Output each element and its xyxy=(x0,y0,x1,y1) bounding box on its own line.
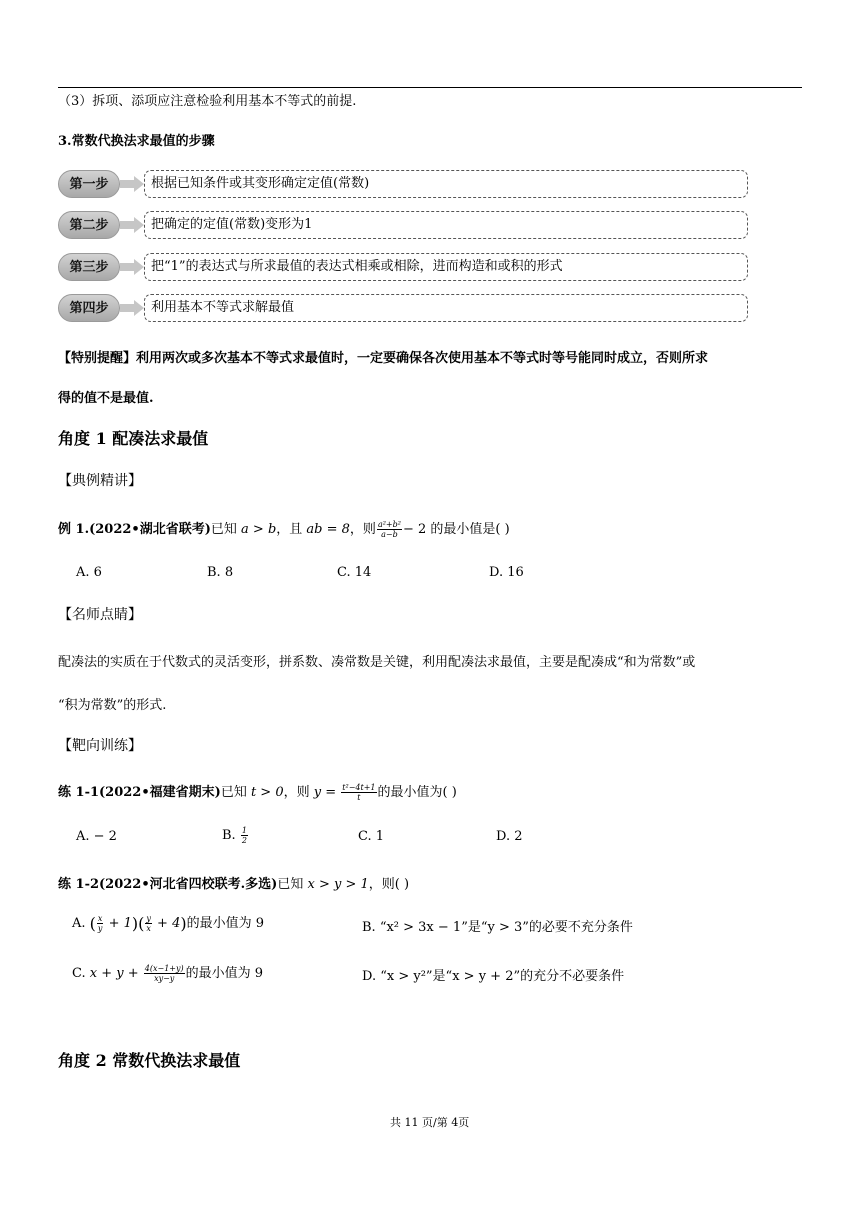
ex11-optb-fraction: $\frac{1}{2}$ xyxy=(241,826,247,845)
special-reminder-line1: 【特别提醒】利用两次或多次基本不等式求最值时，一定要确保各次使用基本不等式时等号能同时成立，否则所求 xyxy=(58,351,709,366)
ex11-prefix: 练 1-1(2022•福建省期末) xyxy=(58,785,221,800)
ex11-option-a: A. − 2 xyxy=(76,829,117,844)
teacher-line2: “积为常数”的形式. xyxy=(58,698,167,713)
ex11-stem: 练 1-1(2022•福建省期末)已知 t > 0，则 y = $\frac{\text{t²−4t+1}}{t}$ 的最小值为( ) xyxy=(58,783,457,802)
example1-option-a: A. 6 xyxy=(76,565,102,580)
header-rule xyxy=(58,87,802,88)
step-3 xyxy=(58,251,758,283)
ex11-option-b: B. $\frac{1}{2}$ xyxy=(222,826,247,845)
step-badge: 第一步 xyxy=(58,170,120,198)
example1-option-b: B. 8 xyxy=(207,565,234,580)
step-2 xyxy=(58,209,758,241)
top-note: （3）拆项、添项应注意检验利用基本不等式的前提. xyxy=(58,94,357,109)
ex12-option-b: B. “x² > 3x − 1”是“y > 3”的必要不充分条件 xyxy=(362,920,633,935)
angle1-title: 角度 1 配凑法求最值 xyxy=(58,429,209,448)
ex12-option-c: C. x + y + $\frac{4(x-1+y)}{xy-y}$ 的最小值为 9 xyxy=(72,964,264,983)
teacher-label: 【名师点睛】 xyxy=(58,607,142,623)
example1-stem: 例 1.(2022•湖北省联考)已知 a > b，且 ab = 8，则 $\frac{\text{a²+b²}}{a-b}$ − 2 的最小值是( ) xyxy=(58,520,510,539)
training-label: 【靶向训练】 xyxy=(58,738,142,754)
example1-option-d: D. 16 xyxy=(489,565,524,580)
step-text: 根据已知条件或其变形确定定值(常数) xyxy=(144,170,748,198)
example1-option-c: C. 14 xyxy=(337,565,372,580)
step-badge: 第四步 xyxy=(58,294,120,322)
angle2-title: 角度 2 常数代换法求最值 xyxy=(58,1051,241,1070)
ex12-option-a: A. ( $\frac{x}{y}$ + 1)( $\frac{y}{x}$ + 4)的最小值为 9 xyxy=(72,914,265,933)
page-footer: 共 11 页/第 4页 xyxy=(390,1116,470,1129)
step-4 xyxy=(58,292,758,324)
special-reminder-line2: 得的值不是最值. xyxy=(58,391,154,406)
typical-example-label: 【典例精讲】 xyxy=(58,473,142,489)
example1-prefix: 例 1.(2022•湖北省联考) xyxy=(58,522,211,537)
step-badge: 第二步 xyxy=(58,211,120,239)
ex12-option-d: D. “x > y²”是“x > y + 2”的充分不必要条件 xyxy=(362,969,625,984)
ex12-optc-fraction: $\frac{4(x-1+y)}{xy-y}$ xyxy=(144,964,184,983)
step-text: 利用基本不等式求解最值 xyxy=(144,294,748,322)
ex11-option-d: D. 2 xyxy=(496,829,523,844)
section3-title: 3.常数代换法求最值的步骤 xyxy=(58,134,215,149)
step-text: 把“1”的表达式与所求最值的表达式相乘或相除，进而构造和或积的形式 xyxy=(144,253,748,281)
step-badge: 第三步 xyxy=(58,253,120,281)
ex12-stem: 练 1-2(2022•河北省四校联考.多选)已知 x > y > 1，则( ) xyxy=(58,877,410,892)
ex11-option-c: C. 1 xyxy=(358,829,385,844)
step-1 xyxy=(58,168,758,200)
step-text: 把确定的定值(常数)变形为1 xyxy=(144,211,748,239)
teacher-line1: 配凑法的实质在于代数式的灵活变形，拼系数、凑常数是关键，利用配凑法求最值，主要是配凑成“和为常数”或 xyxy=(58,655,696,670)
ex12-prefix: 练 1-2(2022•河北省四校联考.多选) xyxy=(58,877,278,892)
example1-fraction: $\frac{\text{a²+b²}}{a-b}$ xyxy=(377,520,401,539)
ex11-fraction: $\frac{\text{t²−4t+1}}{t}$ xyxy=(342,783,376,802)
